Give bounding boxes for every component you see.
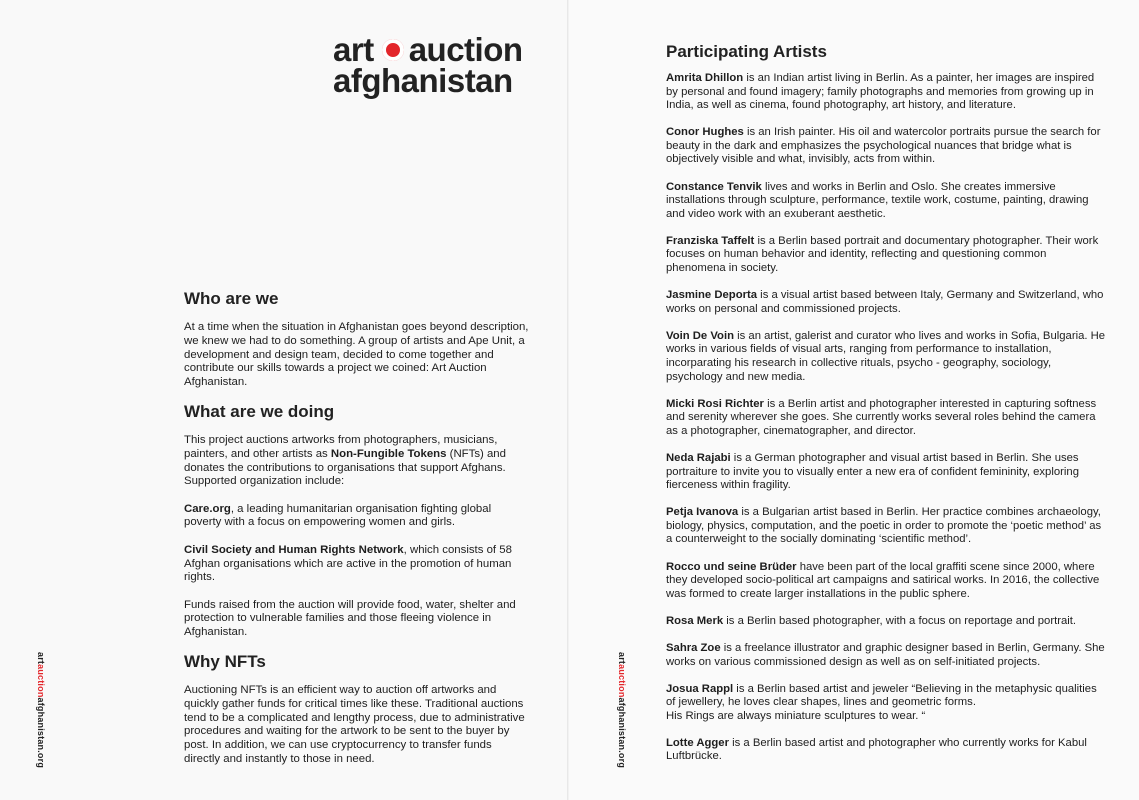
artist-entry: [666, 72, 1106, 113]
left-column: [184, 288, 529, 767]
artist-description: is an Indian artist living in Berlin. As a painter, her images are inspired by personal and found imagery; family photographs and memories from growing up in India, as well as cinema, found photography, art history, and literature.: [666, 72, 1095, 112]
nft-term: Non-Fungible Tokens: [330, 447, 447, 460]
art-auction-afghanistan-logo: [333, 31, 523, 99]
artist-entry: [666, 126, 1106, 167]
logo-word-auction: auction: [408, 31, 523, 68]
artist-description: is an Irish painter. His oil and watercolor portraits pursue the search for beauty in the dark and emphasizes the psychological nuances that bridge what is objectively visible and what, invisibly, acts from within.: [666, 126, 1101, 166]
artist-name: Rosa Merk: [666, 614, 724, 627]
artist-name: Jasmine Deporta: [666, 289, 758, 302]
funds-text: Funds raised from the auction will provide food, water, shelter and protection to vulnerable families and those fleeing violence in Afghanistan.: [184, 598, 516, 639]
artist-description: lives and works in Berlin and Oslo. She creates immersive installations through sculpture, performance, textile work, costume, painting, drawing and video work with an exuberant aesthetic.: [666, 180, 1089, 220]
artist-name: Franziska Taffelt: [666, 234, 755, 247]
artist-entry: [666, 642, 1106, 669]
org-care-name: Care.org: [184, 502, 231, 515]
artist-name: Josua Rappl: [666, 682, 734, 695]
why-nfts-text: Auctioning NFTs is an efficient way to auction off artworks and quickly gather funds for critical times like these. Traditional auctions tend to be a complicated and lengthy process, due to administrative procedures and waiting for the artwork to be sent to the buyer by post. In addition, we can use cryptocurrency to transfer funds directly and instantly to those in need.: [184, 684, 525, 766]
artist-name: Sahra Zoe: [666, 641, 721, 654]
artist-description: is a visual artist based between Italy, Germany and Switzerland, who works on personal and commissioned projects.: [666, 289, 1104, 315]
artist-name: Amrita Dhillon: [666, 72, 744, 84]
red-dot-icon: [382, 39, 404, 61]
url-part-domain: afghanistan.org: [36, 697, 46, 769]
artist-name: Neda Rajabi: [666, 451, 731, 464]
org-care: Care.org, a leading humanitarian organisation fighting global poverty with a focus on empowering women and girls.: [184, 502, 492, 529]
who-are-we-text: At a time when the situation in Afghanistan goes beyond description, we knew we had to do something. A group of artists and Ape Unit, a development and design team, decided to come together and contribute our skills towards a project we coined: Art Auction Afghanistan.: [184, 321, 529, 389]
artist-entry: [666, 452, 1106, 493]
artist-description: have been part of the local graffiti scene since 2000, where they developed socio-political art campaigns and satirical works. In 2016, the collective was formed to create larger installations in the public sphere.: [666, 560, 1100, 600]
right-column: [666, 41, 1106, 778]
artist-description: is a German photographer and visual artist based in Berlin. She uses portraiture to invite you to visually enter a new era of confident femininity, exploring fierceness within fragility.: [666, 451, 1079, 492]
artist-list: [666, 72, 1106, 764]
artist-description: is a Berlin based portrait and documentary photographer. Their work focuses on human behavior and identity, reflecting and questioning common phenomena in society.: [666, 234, 1099, 275]
artist-name: Voin De Voin: [666, 329, 734, 342]
why-nfts-heading: Why NFTs: [184, 652, 266, 672]
side-url-right: [617, 652, 627, 768]
logo-word-afghanistan: afghanistan: [333, 62, 513, 99]
artist-description: is a Berlin based artist and photographer who currently works for Kabul Luftbrücke.: [666, 736, 1087, 763]
artist-entry: [666, 737, 1106, 764]
artist-description: is a freelance illustrator and graphic designer based in Berlin, Germany. She works on various commissioned design as well as on self-initiated projects.: [666, 641, 1105, 668]
who-are-we-heading: Who are we: [184, 289, 279, 308]
url-part-art: art: [36, 652, 46, 665]
artist-name: Rocco und seine Brüder: [666, 560, 797, 573]
org-civil-society: Civil Society and Human Rights Network, which consists of 58 Afghan organisations which are active in the promotion of human rights.: [184, 543, 512, 584]
artist-description: is a Berlin based artist and jeweler “Believing in the metaphysic qualities of jewellery, he loves clear shapes, lines and geometric forms. His Rings are always miniature sculptures to wear. “: [666, 682, 1097, 722]
artist-entry: [666, 330, 1106, 384]
page-fold: [567, 0, 569, 800]
artist-entry: [666, 561, 1106, 602]
artist-description: is a Bulgarian artist based in Berlin. Her practice combines archaeology, biology, physics, computation, and the poetic in order to promote the ‘poetic method’ as a counterweight to the socially dominating ‘scientific method’.: [666, 506, 1102, 546]
url-part-auction: auction: [617, 664, 627, 698]
artist-entry: [666, 235, 1106, 276]
artist-entry: [666, 683, 1106, 724]
artist-entry: [666, 506, 1106, 547]
url-part-domain: afghanistan.org: [617, 697, 627, 769]
artist-name: Constance Tenvik: [666, 180, 762, 193]
what-are-we-doing-heading: What are we doing: [184, 401, 335, 421]
artist-entry: [666, 615, 1106, 629]
org-civil-society-name: Civil Society and Human Rights Network: [184, 543, 404, 556]
artist-name: Petja Ivanova: [666, 506, 739, 519]
side-url-left: [36, 652, 46, 768]
what-are-we-doing-text: This project auctions artworks from photographers, musicians, painters, and other artists as Non-Fungible Tokens (NFTs) and donates the contributions to organisations that support Afghans. Supported organization include:: [184, 433, 506, 488]
url-part-auction: auction: [36, 664, 46, 698]
artist-description: is an artist, galerist and curator who lives and works in Sofia, Bulgaria. He works in various fields of visual arts, ranging from performance to installation, incorparating his research in collective rituals, psycho - geography, sociology, psychology and new media.: [666, 329, 1106, 383]
artist-entry: [666, 181, 1106, 222]
artist-description: is a Berlin artist and photographer interested in capturing softness and serenity wherever she goes. She currently works several roles behind the camera as a photographer, cinematographer, and director.: [666, 397, 1097, 437]
artist-entry: [666, 398, 1106, 439]
artist-name: Conor Hughes: [666, 126, 744, 139]
participating-artists-heading: Participating Artists: [666, 42, 827, 61]
logo-word-art: art: [333, 31, 374, 68]
artist-entry: [666, 289, 1106, 316]
artist-name: Micki Rosi Richter: [666, 397, 764, 410]
artist-description: is a Berlin based photographer, with a focus on reportage and portrait.: [723, 614, 1077, 627]
artist-name: Lotte Agger: [666, 736, 729, 749]
url-part-art: art: [617, 652, 627, 665]
